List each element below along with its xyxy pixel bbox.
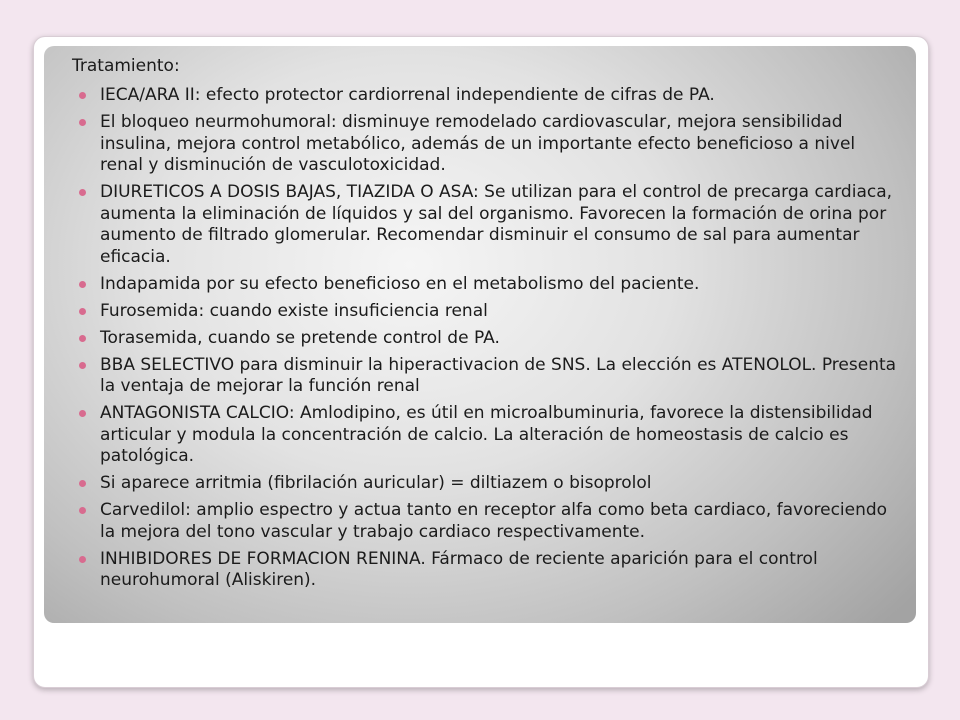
- bullet-item: [72, 112, 902, 177]
- bullet-dot-icon: [79, 281, 86, 288]
- bullet-dot-icon: [79, 556, 86, 563]
- bullet-list: [72, 85, 902, 592]
- bullet-dot-icon: [79, 507, 86, 514]
- bullet-dot-icon: [79, 335, 86, 342]
- bullet-item: [72, 182, 902, 268]
- bullet-dot-icon: [79, 308, 86, 315]
- bullet-dot-icon: [79, 92, 86, 99]
- slide-text-area: [72, 56, 902, 597]
- bullet-text: Carvedilol: amplio espectro y actua tanto en receptor alfa como beta cardiaco, favoreciendo la mejora del tono vascular y trabajo cardiaco respectivamente.: [100, 500, 888, 542]
- bullet-text: Torasemida, cuando se pretende control de PA.: [100, 327, 500, 348]
- slide-heading: Tratamiento:: [72, 56, 180, 76]
- bullet-item: [72, 403, 902, 468]
- bullet-dot-icon: [79, 189, 86, 196]
- bullet-dot-icon: [79, 480, 86, 487]
- bullet-text: Furosemida: cuando existe insuficiencia renal: [100, 300, 488, 321]
- bullet-text: BBA SELECTIVO para disminuir la hiperactivacion de SNS. La elección es ATENOLOL. Presenta la ventaja de mejorar la función renal: [100, 354, 897, 396]
- bullet-item: [72, 301, 902, 323]
- bullet-item: [72, 500, 902, 543]
- bullet-item: [72, 85, 902, 107]
- bullet-item: [72, 274, 902, 296]
- bullet-text: Si aparece arritmia (fibrilación auricular) = diltiazem o bisoprolol: [100, 473, 652, 493]
- bullet-item: [72, 355, 902, 398]
- bullet-dot-icon: [79, 410, 86, 417]
- bullet-text: El bloqueo neurmohumoral: disminuye remodelado cardiovascular, mejora sensibilidad insulina, mejora control metabólico, además de un importante efecto beneficioso a nivel renal y disminución de vasculotoxicidad.: [100, 112, 856, 175]
- bullet-text: IECA/ARA II: efecto protector cardiorrenal independiente de cifras de PA.: [100, 85, 715, 105]
- bullet-text: Indapamida por su efecto beneficioso en el metabolismo del paciente.: [100, 273, 700, 294]
- bullet-item: [72, 328, 902, 350]
- bullet-dot-icon: [79, 119, 86, 126]
- bullet-item: [72, 473, 902, 495]
- bullet-item: [72, 549, 902, 592]
- bullet-text: INHIBIDORES DE FORMACION RENINA. Fármaco de reciente aparición para el control neurohumoral (Aliskiren).: [100, 548, 818, 590]
- bullet-dot-icon: [79, 362, 86, 369]
- bullet-text: ANTAGONISTA CALCIO: Amlodipino, es útil en microalbuminuria, favorece la distensibilidad articular y modula la concentración de calcio. La alteración de homeostasis de calcio es patológica.: [100, 403, 873, 466]
- bullet-text: DIURETICOS A DOSIS BAJAS, TIAZIDA O ASA: Se utilizan para el control de precarga cardiaca, aumenta la eliminación de líquidos y sal del organismo. Favorecen la formación de orina por aumento de filtrado glomerular. Recomendar disminuir el consumo de sal para aumentar eficacia.: [100, 182, 893, 267]
